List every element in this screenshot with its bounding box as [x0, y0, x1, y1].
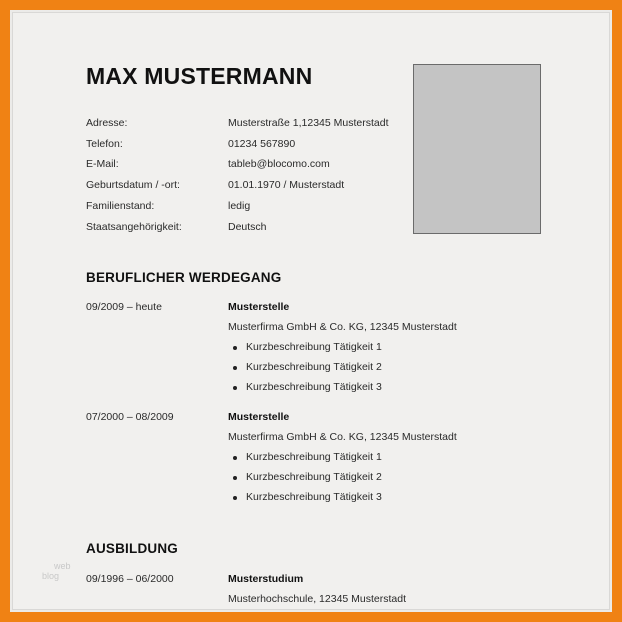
applicant-name: MAX MUSTERMANN: [86, 63, 313, 89]
personal-value: ledig: [228, 200, 251, 212]
photo-placeholder: [413, 64, 541, 234]
section-heading-career: BERUFLICHER WERDEGANG: [86, 270, 282, 285]
section-heading-education: AUSBILDUNG: [86, 541, 178, 556]
personal-value: Deutsch: [228, 221, 267, 233]
career-dates: 07/2000 – 08/2009: [86, 411, 174, 423]
career-dates: 09/2009 – heute: [86, 301, 162, 313]
personal-value: 01234 567890: [228, 138, 296, 150]
personal-label: E-Mail:: [86, 158, 119, 170]
task-item: Kurzbeschreibung Tätigkeit 2: [246, 361, 382, 373]
career-company: Musterfirma GmbH & Co. KG, 12345 Musterstadt: [228, 431, 457, 443]
resume-page: [12, 12, 610, 610]
watermark: [42, 561, 71, 581]
personal-label: Geburtsdatum / -ort:: [86, 179, 180, 191]
personal-value: 01.01.1970 / Musterstadt: [228, 179, 345, 191]
personal-label: Staatsangehörigkeit:: [86, 221, 182, 233]
watermark-line: blog: [42, 571, 60, 581]
education-dates: 09/1996 – 06/2000: [86, 573, 174, 585]
career-title: Musterstelle: [228, 301, 290, 313]
task-item: Kurzbeschreibung Tätigkeit 3: [246, 491, 382, 503]
watermark-line: web: [54, 561, 71, 571]
task-item: Kurzbeschreibung Tätigkeit 2: [246, 471, 382, 483]
personal-label: Familienstand:: [86, 200, 155, 212]
education-school: Musterhochschule, 12345 Musterstadt: [228, 593, 407, 605]
task-item: Kurzbeschreibung Tätigkeit 1: [246, 451, 382, 463]
education-title: Musterstudium: [228, 573, 304, 585]
personal-value: Musterstraße 1,12345 Musterstadt: [228, 117, 389, 129]
career-title: Musterstelle: [228, 411, 290, 423]
personal-label: Adresse:: [86, 117, 128, 129]
personal-value: tableb@blocomo.com: [228, 158, 330, 170]
task-item: Kurzbeschreibung Tätigkeit 1: [246, 341, 382, 353]
personal-label: Telefon:: [86, 138, 123, 150]
task-item: Kurzbeschreibung Tätigkeit 3: [246, 381, 382, 393]
career-company: Musterfirma GmbH & Co. KG, 12345 Musterstadt: [228, 321, 457, 333]
